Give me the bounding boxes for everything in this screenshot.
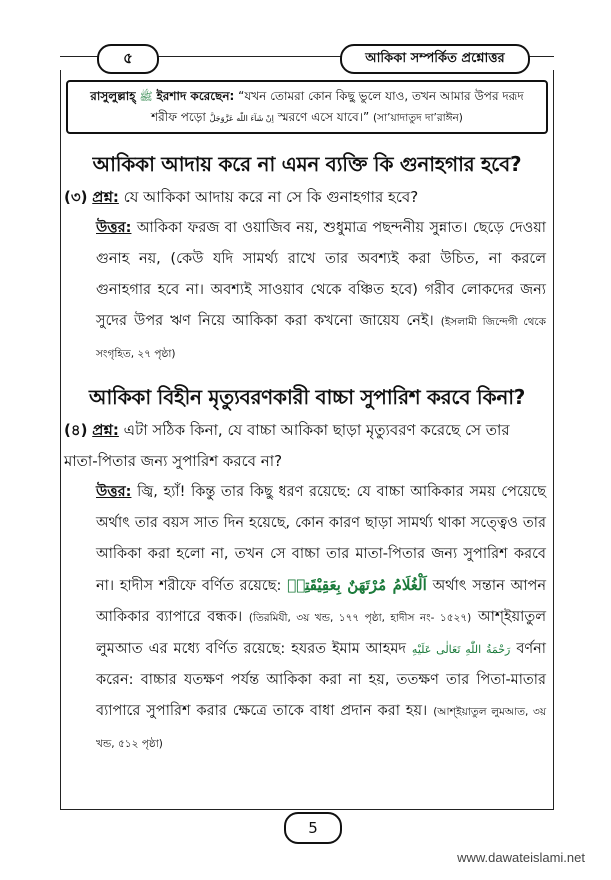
section2-q-number: (৪) (64, 421, 88, 439)
rahmah-arabic: رَحْمَةُ اللّٰهِ تَعَالٰى عَلَيْهِ (411, 643, 511, 656)
section1-question (64, 182, 544, 213)
section2-a-part1: জ্বি, হ্যাঁ! কিন্তু তার কিছু ধরণ রয়েছে: যে বাচ্চা আকিকার সময় পেয়েছে অর্থাৎ তার বয়স সাত দিন হয়েছে, কোন কারণ ছাড়া সামর্থ্য থাকা সত্ত্বেও তার আকিকা করা হলো না, তখন সে বাচ্চা তার মাতা-পিতার জন্য সুপারিশ করবে না। হাদীস শরীফে বর্ণিত রয়েছে: (96, 484, 546, 594)
section2-a-part2: অর্থাৎ সন্তান আপন আকিকার ব্যাপারে বন্ধক। (96, 578, 547, 625)
section2-a-part4: বর্ণনা করেন: বাচ্চার যতক্ষণ পর্যন্ত আকিকা করা না হয়, ততক্ষণ তার পিতা-মাতার ব্যাপারে সুপারিশ করার ক্ষেত্রে তাকে বাধা প্রদান করা হয়। (96, 641, 547, 719)
section2-question (64, 415, 546, 477)
durood-quote-start: “যখন তোমরা কোন কিছু ভুলে যাও, তখন আমার উপর দরূদ শরীফ পড়ো (151, 89, 524, 124)
durood-box (66, 80, 548, 134)
section2-citation-lumaat: (আশ্ইয়াতুল লুমআত, ৩য় খন্ড, ৫১২ পৃষ্ঠা) (96, 706, 547, 750)
footer-page-number: 5 (284, 812, 342, 844)
section1-q-text: যে আকিকা আদায় করে না সে কি গুনাহগার হবে? (123, 188, 419, 206)
section2-a-part3: আশ্ইয়াতুল লুমআত এর মধ্যে বর্ণিত রয়েছে: হযরত ইমাম আহমদ (96, 609, 546, 657)
section1-heading: আকিকা আদায় করে না এমন ব্যক্তি কি গুনাহগার হবে? (92, 152, 522, 176)
header-page-number: ৫ (97, 44, 159, 74)
section1-q-number: (৩) (64, 188, 88, 206)
durood-speaker: রাসুলুল্লাহ্ (90, 89, 136, 103)
section1-a-text: আকিকা ফরজ বা ওয়াজিব নয়, শুধুমাত্র পছন্দনীয় সুন্নাত। ছেড়ে দেওয়া গুনাহ নয়, (কেউ যদি সামর্থ্য রাখে তার অবশ্যই করা উচিত, না করলে গুনাহগার হবে না। অবশ্যই সাওয়াব থেকে বঞ্চিত হবে) গরীব লোকদের জন্য সুদের উপর ঋণ নিয়ে আকিকা করা কখনো জায়েয নেই। (96, 220, 546, 329)
section2-q-text: এটা সঠিক কিনা, যে বাচ্চা আকিকা ছাড়া মৃত্যুবরণ করেছে সে তার মাতা-পিতার জন্য সুপারিশ করবে না? (64, 421, 510, 470)
website-link[interactable]: www.dawateislami.net (457, 850, 585, 865)
durood-quote-end: স্মরণে এসে যাবে।” (277, 110, 370, 124)
section2-answer (96, 477, 546, 760)
durood-source: (সা’য়াদাতুদ দা’রাঈন) (373, 112, 463, 124)
durood-lead: ইরশাদ করেছেন: (156, 89, 235, 103)
salawat-glyph: ﷺ (139, 90, 153, 103)
inshallah-arabic: اِنْ شَآءَ اللّٰه عَزَّوَجَلَّ (209, 114, 274, 123)
section1-citation: (ইসলামী জিন্দেগী থেকে সংগৃহিত, ২৭ পৃষ্ঠা) (96, 316, 546, 360)
hadith-arabic: اَلْغُلَامُ مُرْتَهَنٌ بِعَقِيْقَتِهٖ (287, 576, 427, 594)
section1-a-label: উত্তর: (96, 220, 132, 236)
section2-citation-tirmidhi: (তিরমিযী, ৩য় খন্ড, ১৭৭ পৃষ্ঠা, হাদীস নং- ১৫২৭) (248, 612, 472, 624)
section1-answer (96, 213, 546, 370)
section2-a-label: উত্তর: (96, 484, 132, 500)
chapter-title: আকিকা সম্পর্কিত প্রশ্নোত্তর (340, 44, 530, 74)
section2-heading: আকিকা বিহীন মৃত্যুবরণকারী বাচ্চা সুপারিশ করবে কিনা? (88, 385, 526, 409)
section1-q-label: প্রশ্ন: (92, 188, 119, 206)
section2-q-label: প্রশ্ন: (92, 421, 119, 439)
